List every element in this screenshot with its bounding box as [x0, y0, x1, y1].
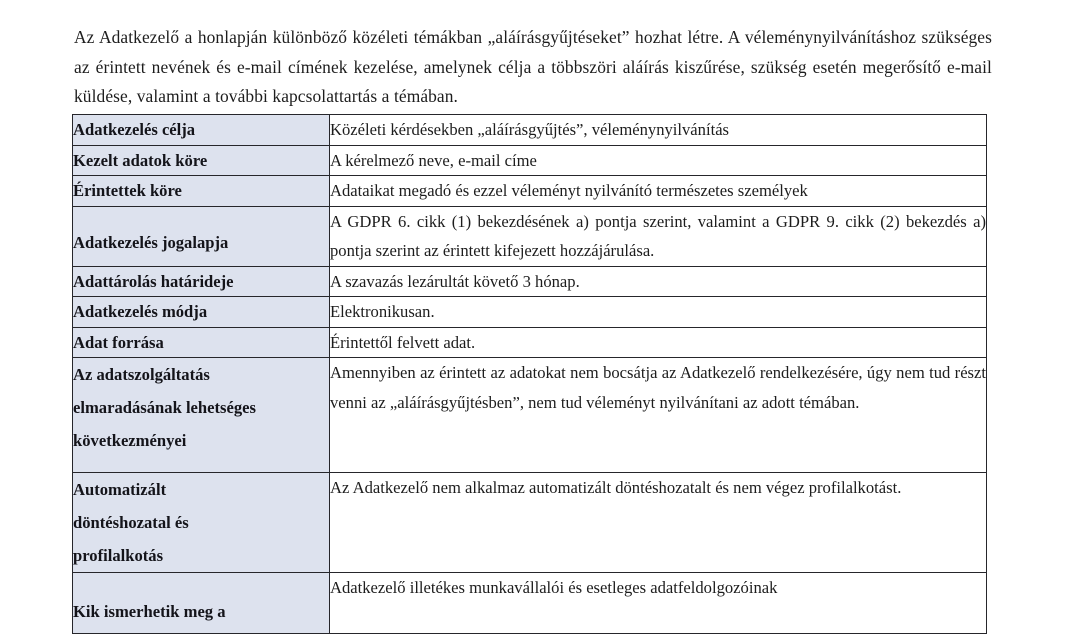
row-value-cell	[330, 266, 987, 297]
row-value: Érintettől felvett adat.	[330, 332, 476, 352]
row-value: Elektronikusan.	[330, 302, 435, 321]
row-label: Adattárolás határideje	[73, 271, 234, 291]
row-label-cell	[73, 473, 330, 573]
row-value: Közéleti kérdésekben „aláírásgyűjtés”, véleménynyilvánítás	[330, 120, 730, 139]
table-row	[73, 297, 987, 328]
row-value: A GDPR 6. cikk (1) bekezdésének a) pontja szerint, valamint a GDPR 9. cikk (2) bekezdés a) pontja szerint az érintett kifejezett hozzájárulása.	[330, 211, 986, 260]
row-value-cell	[330, 176, 987, 207]
row-label: Adatkezelés módja	[73, 302, 208, 321]
data-processing-table	[72, 114, 987, 634]
table-row	[73, 358, 987, 473]
row-value: Amennyiben az érintett az adatokat nem bocsátja az Adatkezelő rendelkezésére, úgy nem tud részt venni az „aláírásgyűjtésben”, nem tud véleményt nyilvánítani az adott témában.	[330, 363, 986, 412]
row-label-cell	[73, 145, 330, 176]
row-label: Adatkezelés célja	[73, 120, 196, 139]
row-value-cell	[330, 573, 987, 634]
table-row	[73, 327, 987, 358]
table-body	[73, 115, 987, 634]
row-label-cell	[73, 206, 330, 266]
row-label-cell	[73, 573, 330, 634]
row-label: Az adatszolgáltatás elmaradásának lehetséges következményei	[73, 365, 256, 450]
row-value: A kérelmező neve, e-mail címe	[330, 150, 537, 170]
row-label-cell	[73, 266, 330, 297]
row-label: Érintettek köre	[73, 181, 182, 200]
row-label-cell	[73, 358, 330, 473]
row-value-cell	[330, 206, 987, 266]
row-label-cell	[73, 327, 330, 358]
row-label: Adatkezelés jogalapja	[73, 232, 229, 252]
row-value: Az Adatkezelő nem alkalmaz automatizált döntéshozatalt és nem végez profilalkotást.	[330, 478, 902, 497]
table-row	[73, 206, 987, 266]
table-row	[73, 115, 987, 146]
row-value-cell	[330, 297, 987, 328]
table-row	[73, 266, 987, 297]
row-value-cell	[330, 358, 987, 473]
row-label: Adat forrása	[73, 332, 164, 352]
row-label: Automatizált döntéshozatal és profilalkotás	[73, 480, 189, 565]
row-label-cell	[73, 176, 330, 207]
row-value-cell	[330, 327, 987, 358]
row-value-cell	[330, 473, 987, 573]
row-label: Kik ismerhetik meg a	[73, 602, 226, 621]
table-row	[73, 573, 987, 634]
row-value: A szavazás lezárultát követő 3 hónap.	[330, 271, 580, 291]
row-label-cell	[73, 297, 330, 328]
row-label: Kezelt adatok köre	[73, 150, 208, 170]
row-label-cell	[73, 115, 330, 146]
row-value: Adatkezelő illetékes munkavállalói és esetleges adatfeldolgozóinak	[330, 578, 778, 597]
table-row	[73, 145, 987, 176]
table-row	[73, 473, 987, 573]
row-value-cell	[330, 115, 987, 146]
table-row	[73, 176, 987, 207]
row-value: Adataikat megadó és ezzel véleményt nyilvánító természetes személyek	[330, 181, 808, 200]
row-value-cell	[330, 145, 987, 176]
intro-paragraph: Az Adatkezelő a honlapján különböző közéleti témákban „aláírásgyűjtéseket” hozhat létre. A véleménynyilvánításhoz szükséges az érintett nevének és e-mail címének kezelése, amelynek célja a többszöri aláírás kiszűrése, szükség esetén megerősítő e-mail küldése, valamint a további kapcsolattartás a témában.	[74, 27, 992, 107]
